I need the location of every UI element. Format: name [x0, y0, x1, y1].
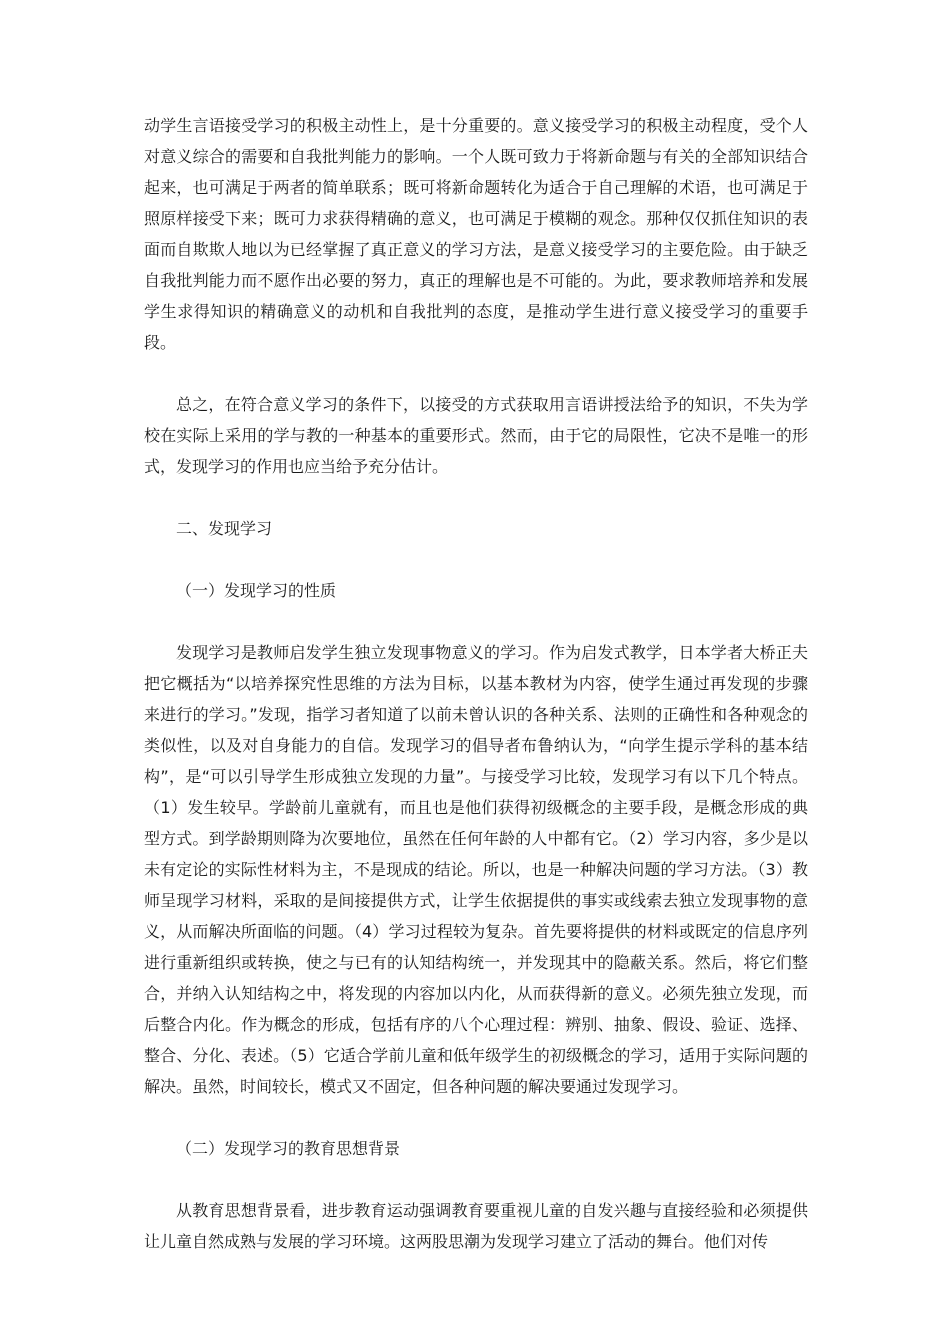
paragraph-gap — [144, 544, 808, 575]
paragraph-meaningful-reception-continued: 动学生言语接受学习的积极主动性上，是十分重要的。意义接受学习的积极主动程度，受个人对意义综合的需要和自我批判能力的影响。一个人既可致力于将新命题与有关的全部知识结合起来，也可满足于两者的简单联系；既可将新命题转化为适合于自己理解的术语，也可满足于照原样接受下来；既可力求获得精确的意义，也可满足于模糊的观念。那种仅仅抓住知识的表面而自欺欺人地以为已经掌握了真正意义的学习方法，是意义接受学习的主要危险。由于缺乏自我批判能力而不愿作出必要的努力，真正的理解也是不可能的。为此，要求教师培养和发展学生求得知识的精确意义的动机和自我批判的态度，是推动学生进行意义接受学习的重要手段。 — [144, 116, 808, 352]
paragraph-gap — [144, 1102, 808, 1133]
paragraph-gap — [144, 358, 808, 389]
paragraph-gap — [144, 606, 808, 637]
paragraph-summary: 总之，在符合意义学习的条件下，以接受的方式获取用言语讲授法给予的知识，不失为学校在实际上采用的学与教的一种基本的重要形式。然而，由于它的局限性，它决不是唯一的形式，发现学习的作用也应当给予充分估计。 — [144, 395, 808, 476]
document-body — [144, 110, 808, 1257]
subsection-heading-nature: （一）发现学习的性质 — [176, 581, 337, 600]
paragraph-educational-background: 从教育思想背景看，进步教育运动强调教育要重视儿童的自发兴趣与直接经验和必须提供让儿童自然成熟与发展的学习环境。这两股思潮为发现学习建立了活动的舞台。他们对传 — [144, 1201, 808, 1251]
subsection-heading-background: （二）发现学习的教育思想背景 — [176, 1139, 401, 1158]
paragraph-gap — [144, 1164, 808, 1195]
paragraph-discovery-nature: 发现学习是教师启发学生独立发现事物意义的学习。作为启发式教学，日本学者大桥正夫把它概括为“以培养探究性思维的方法为目标，以基本教材为内容，使学生通过再发现的步骤来进行的学习。”发现，指学习者知道了以前未曾认识的各种关系、法则的正确性和各种观念的类似性，以及对自身能力的自信。发现学习的倡导者布鲁纳认为，“向学生提示学科的基本结构”，是“可以引导学生形成独立发现的力量”。与接受学习比较，发现学习有以下几个特点。（1）发生较早。学龄前儿童就有，而且也是他们获得初级概念的主要手段，是概念形成的典型方式。到学龄期则降为次要地位，虽然在任何年龄的人中都有它。（2）学习内容，多少是以未有定论的实际性材料为主，不是现成的结论。所以，也是一种解决问题的学习方法。（3）教师呈现学习材料，采取的是间接提供方式，让学生依据提供的事实或线索去独立发现事物的意义，从而解决所面临的问题。（4）学习过程较为复杂。首先要将提供的材料或既定的信息序列进行重新组织或转换，使之与已有的认知结构统一，并发现其中的隐蔽关系。然后，将它们整合，并纳入认知结构之中，将发现的内容加以内化，从而获得新的意义。必须先独立发现，而后整合内化。作为概念的形成，包括有序的八个心理过程：辨别、抽象、假设、验证、选择、整合、分化、表述。（5）它适合学前儿童和低年级学生的初级概念的学习，适用于实际问题的解决。虽然，时间较长，模式又不固定，但各种问题的解决要通过发现学习。 — [144, 643, 808, 1096]
paragraph-gap — [144, 482, 808, 513]
section-heading-discovery-learning: 二、发现学习 — [176, 519, 273, 538]
